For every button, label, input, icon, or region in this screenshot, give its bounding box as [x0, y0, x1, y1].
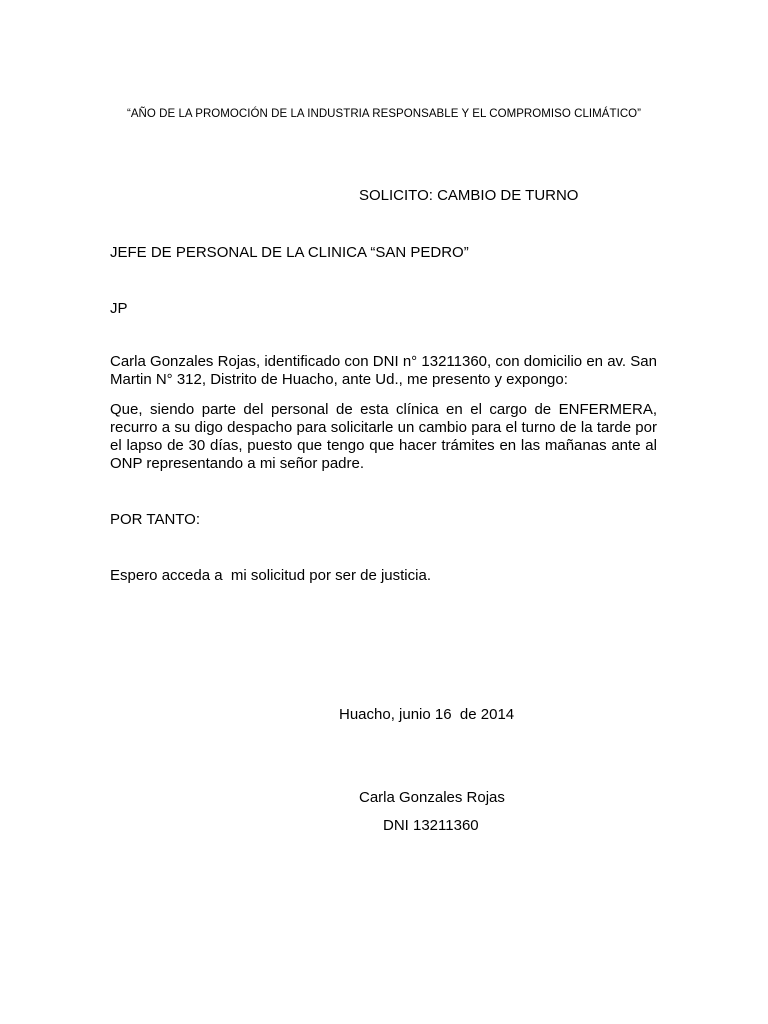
intro-paragraph: Carla Gonzales Rojas, identificado con DNI n° 13211360, con domicilio en av. San Martin N° 312, Distrito de Huacho, ante Ud., me presento y expongo: [110, 353, 657, 388]
signer-name: Carla Gonzales Rojas [359, 789, 505, 806]
place-and-date: Huacho, junio 16 de 2014 [339, 706, 515, 723]
request-line: Espero acceda a mi solicitud por ser de justicia. [110, 567, 431, 584]
addressee-initials: JP [110, 300, 128, 317]
signer-id: DNI 13211360 [383, 817, 479, 834]
addressee-line: JEFE DE PERSONAL DE LA CLINICA “SAN PEDRO” [110, 244, 469, 261]
subject-line: SOLICITO: CAMBIO DE TURNO [359, 187, 579, 204]
year-motto: “AÑO DE LA PROMOCIÓN DE LA INDUSTRIA RESPONSABLE Y EL COMPROMISO CLIMÁTICO” [126, 108, 642, 120]
body-paragraph: Que, siendo parte del personal de esta clínica en el cargo de ENFERMERA, recurro a su digo despacho para solicitarle un cambio para el turno de la tarde por el lapso de 30 días, puesto que tengo que hacer trámites en las mañanas ante al ONP representando a mi señor padre. [110, 401, 657, 472]
closing-phrase: POR TANTO: [110, 511, 201, 528]
